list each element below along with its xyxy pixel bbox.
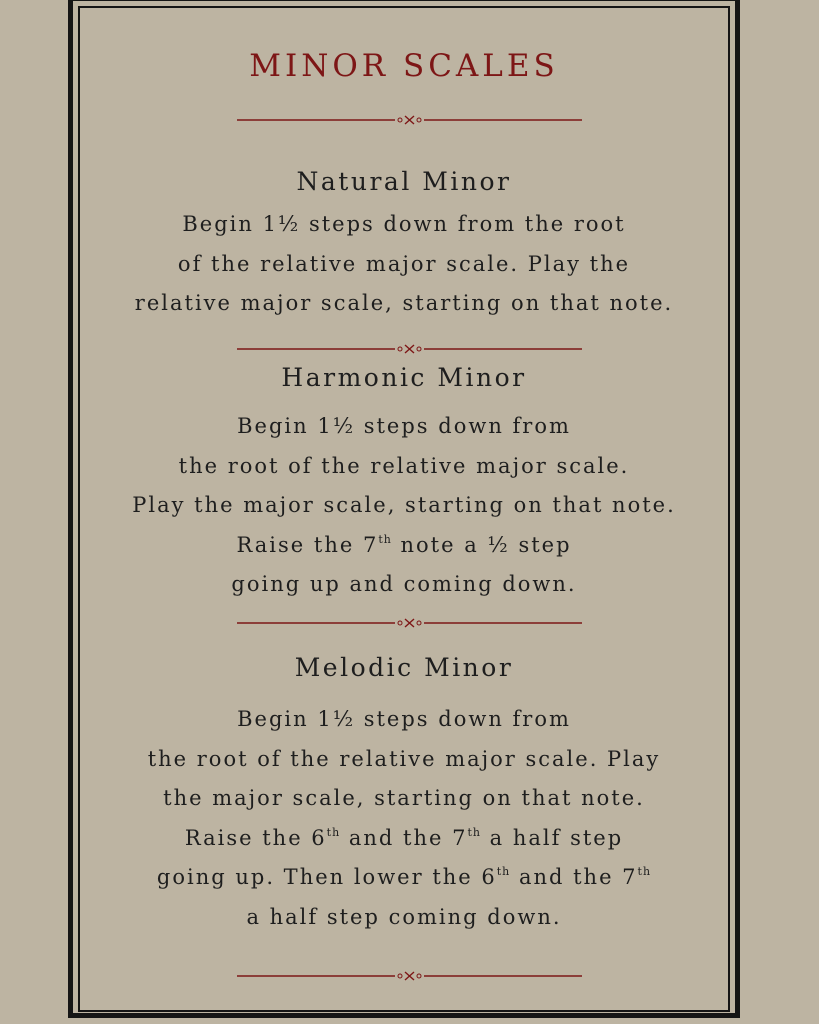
ornamental-divider-icon: [237, 114, 582, 126]
body-line: going up and coming down.: [231, 572, 577, 596]
body-line: the major scale, starting on that note.: [163, 786, 645, 810]
section-body-melodic-minor: [82, 700, 726, 937]
body-line: the root of the relative major scale.: [178, 453, 630, 478]
section-heading-harmonic-minor: Harmonic Minor: [281, 363, 527, 392]
body-line: relative major scale, starting on that note.: [134, 291, 674, 315]
section-heading-melodic-minor: Melodic Minor: [294, 653, 514, 682]
section-body-natural-minor: [82, 205, 726, 324]
ornamental-divider-icon: [237, 343, 582, 355]
body-line: Raise the 7th note a ½ step: [236, 532, 572, 557]
ornamental-divider-icon: [237, 970, 582, 982]
body-line: Raise the 6th and the 7th a half step: [184, 825, 624, 850]
section-body-harmonic-minor: [82, 407, 726, 605]
body-line: going up. Then lower the 6th and the 7th: [156, 865, 652, 889]
ornamental-divider-icon: [237, 617, 582, 629]
body-line: the root of the relative major scale. Play: [147, 746, 661, 771]
body-line: Begin 1½ steps down from the root: [182, 212, 626, 236]
body-line: Begin 1½ steps down from: [237, 707, 571, 731]
page-title: MINOR SCALES: [249, 48, 559, 84]
section-heading-natural-minor: Natural Minor: [296, 167, 512, 196]
body-line: of the relative major scale. Play the: [177, 251, 631, 276]
card-content: [82, 10, 726, 1010]
body-line: a half step coming down.: [246, 904, 562, 929]
body-line: Play the major scale, starting on that note.: [132, 493, 676, 517]
body-line: Begin 1½ steps down from: [237, 414, 571, 438]
